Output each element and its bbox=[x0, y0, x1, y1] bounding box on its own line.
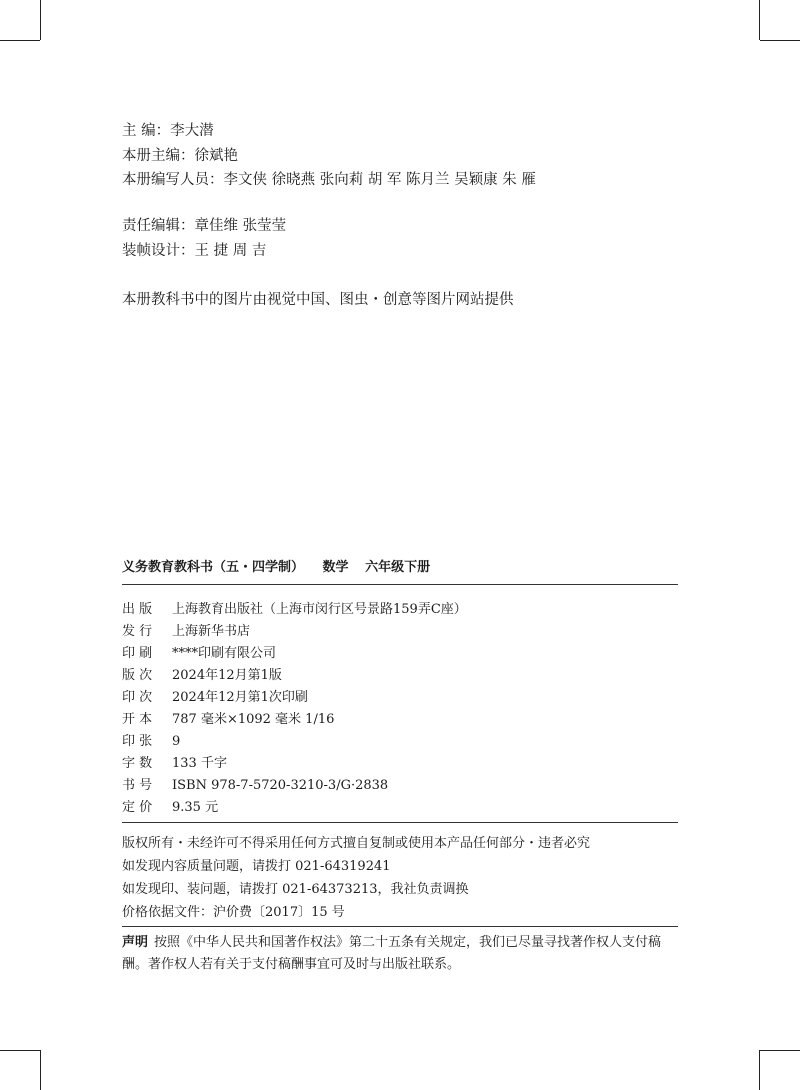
pub-row: 定 价 9.35 元 bbox=[122, 800, 219, 815]
pub-row: 字 数 133 千字 bbox=[122, 756, 227, 771]
divider-top bbox=[122, 584, 678, 585]
statement-text: 按照《中华人民共和国著作权法》第二十五条有关规定，我们已尽量寻找著作权人支付稿酬。著作权人若有关于支付稿酬事宜可及时与出版社联系。 bbox=[122, 935, 662, 972]
rights-line: 如发现内容质量问题，请拨打 021-64319241 bbox=[122, 859, 391, 874]
pub-row: 印 次 2024年12月第1次印刷 bbox=[122, 690, 308, 705]
pub-row: 发 行 上海新华书店 bbox=[122, 624, 251, 639]
writers: 本册编写人员：李文侠 徐晓燕 张向莉 胡 军 陈月兰 吴颖康 朱 雁 bbox=[122, 172, 536, 188]
crop-mark-top-right-v bbox=[759, 0, 760, 40]
crop-mark-bottom-right-v bbox=[759, 1050, 760, 1090]
crop-mark-bottom-left-h bbox=[0, 1050, 40, 1051]
responsible-editors: 责任编辑：章佳维 张莹莹 bbox=[122, 218, 287, 234]
chief-editor: 主 编：李大潜 bbox=[122, 123, 214, 139]
divider-bottom bbox=[122, 926, 678, 927]
statement-label: 声明 bbox=[122, 935, 149, 950]
pub-row: 开 本 787 毫米×1092 毫米 1/16 bbox=[122, 712, 335, 727]
pub-row: 印 刷 ****印刷有限公司 bbox=[122, 646, 277, 661]
crop-mark-top-left-v bbox=[40, 0, 41, 40]
image-credit: 本册教科书中的图片由视觉中国、图虫・创意等图片网站提供 bbox=[122, 292, 514, 308]
crop-mark-top-right-h bbox=[760, 40, 800, 41]
crop-mark-bottom-left-v bbox=[40, 1050, 41, 1090]
rights-line: 如发现印、装问题，请拨打 021-64373213，我社负责调换 bbox=[122, 882, 469, 897]
rights-line: 价格依据文件：沪价费〔2017〕15 号 bbox=[122, 905, 345, 920]
crop-mark-top-left-h bbox=[0, 40, 40, 41]
pub-row: 书 号 ISBN 978-7-5720-3210-3/G·2838 bbox=[122, 778, 389, 793]
statement bbox=[122, 932, 682, 976]
book-subject: 数学 bbox=[322, 560, 349, 575]
binding-design: 装帧设计：王 捷 周 吉 bbox=[122, 243, 267, 259]
pub-row: 版 次 2024年12月第1版 bbox=[122, 668, 282, 683]
book-series: 义务教育教科书（五・四学制） bbox=[122, 560, 305, 575]
volume-editor: 本册主编：徐斌艳 bbox=[122, 148, 238, 164]
book-grade: 六年级下册 bbox=[365, 560, 431, 575]
rights-line: 版权所有・未经许可不得采用任何方式擅自复制或使用本产品任何部分・违者必究 bbox=[122, 836, 591, 851]
crop-mark-bottom-right-h bbox=[760, 1050, 800, 1051]
divider-middle bbox=[122, 822, 678, 823]
book-title bbox=[122, 556, 434, 575]
pub-row: 印 张 9 bbox=[122, 734, 181, 749]
pub-row: 出 版 上海教育出版社（上海市闵行区号景路159弄C座） bbox=[122, 602, 467, 617]
